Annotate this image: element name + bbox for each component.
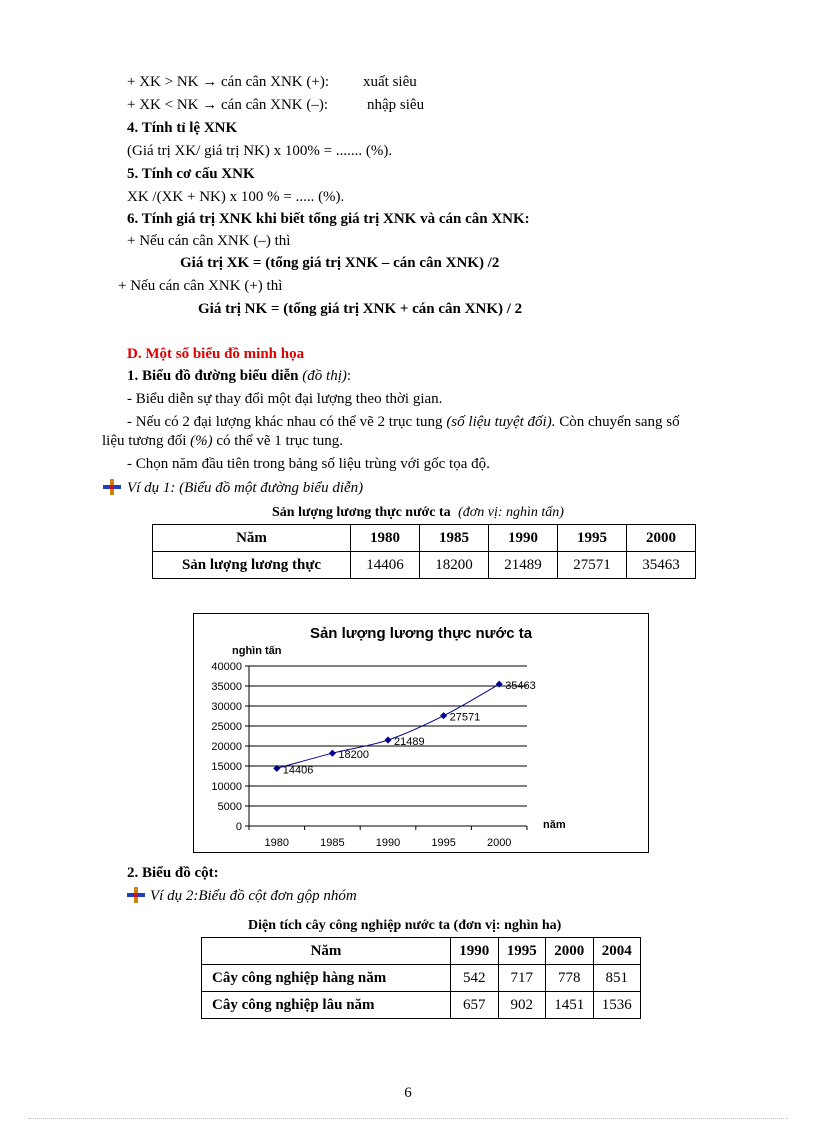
bullet-icon [127,887,145,903]
x-tick-label: 1980 [264,837,290,849]
x-tick-label: 1985 [320,837,345,849]
table-2-value: 902 [498,992,546,1019]
paragraph-2-cont [102,432,343,451]
table-1-row-label: Sản lượng lương thực [153,552,351,579]
paragraph-2 [127,413,680,432]
table-1-year: 1985 [420,525,489,552]
data-label: 21489 [394,736,425,749]
y-tick-label: 25000 [211,721,242,733]
table-2-caption: Diện tích cây công nghiệp nước ta (đơn vị: nghìn ha) [248,918,562,933]
line-chart-svg [194,614,648,852]
table-2-value: 851 [593,965,641,992]
formula-4: (Giá trị XK/ giá trị NK) x 100% = ....... (%). [127,143,393,159]
table-2-value: 1451 [546,992,594,1019]
table-2 [201,937,641,1019]
table-1-year: 1995 [558,525,627,552]
subheading-line-chart-italic: (đồ thị) [302,368,347,384]
chart-axes [211,661,527,849]
paragraph-3: - Chọn năm đầu tiên trong bảng số liệu trùng với gốc tọa độ. [127,456,490,472]
table-2-value: 778 [546,965,594,992]
table-2-year: 1990 [451,938,499,965]
table-1 [152,524,696,579]
subheading-line-chart-colon: : [346,368,352,384]
chart-series [273,680,536,776]
paragraph-2-b: (số liệu tuyệt đối). [446,414,556,430]
paragraph-2-a: - Nếu có 2 đại lượng khác nhau có thể vẽ 2 trục tung [127,414,447,430]
y-tick-label: 15000 [211,761,242,773]
table-2-year: 2000 [546,938,594,965]
y-tick-label: 0 [235,821,242,833]
section-d-heading: D. Một số biểu đồ minh họa [127,346,305,362]
heading-6: 6. Tính giá trị XNK khi biết tổng giá trị XNK và cán cân XNK: [127,211,530,227]
data-label: 35463 [505,680,536,693]
table-1-value: 27571 [558,552,627,579]
paragraph-2-c: Còn chuyển sang số [555,414,680,430]
table-1-caption-main: Sản lượng lương thực nước ta [272,505,451,520]
heading-5: 5. Tính cơ cấu XNK [127,166,255,182]
table-1-caption [272,503,564,522]
table-1-year: 1990 [489,525,558,552]
footer-divider [28,1118,788,1119]
data-point [440,712,447,719]
x-tick-label: 2000 [486,837,512,849]
chart-xlabel: năm [543,819,566,831]
table-row [202,938,641,965]
y-tick-label: 20000 [211,741,242,753]
table-row [202,965,641,992]
example-2-label: Ví dụ 2:Biểu đồ cột đơn gộp nhóm [150,888,357,904]
rule-nhap-sieu-formula: + XK < NK → cán cân XNK (–): [127,97,329,113]
rule-nhap-sieu-label: nhập siêu [367,97,425,113]
table-2-year: 2004 [593,938,641,965]
heading-4: 4. Tính tỉ lệ XNK [127,120,238,136]
formula-5: XK /(XK + NK) x 100 % = ..... (%). [127,189,345,205]
table-1-value: 18200 [420,552,489,579]
x-tick-label: 1990 [375,837,401,849]
table-1-value: 21489 [489,552,558,579]
table-row [153,552,696,579]
table-2-value: 542 [451,965,499,992]
chart-title: Sản lượng lương thực nước ta [309,625,533,642]
table-1-caption-unit: (đơn vị: nghìn tấn) [458,505,564,520]
subheading-line-chart-main: 1. Biểu đồ đường biểu diễn [127,368,303,384]
table-2-header-label: Năm [202,938,451,965]
paragraph-2-e: (%) [190,433,213,449]
table-row [153,525,696,552]
data-label: 18200 [338,749,369,762]
y-tick-label: 30000 [211,701,242,713]
table-1-value: 35463 [627,552,696,579]
data-point [384,737,391,744]
rule-xuat-sieu-formula: + XK > NK → cán cân XNK (+): [127,74,329,90]
subheading-line-chart [127,367,351,386]
chart-grid [249,666,527,806]
data-point [329,750,336,757]
table-2-value: 717 [498,965,546,992]
subheading-bar-chart: 2. Biểu đồ cột: [127,865,219,881]
table-2-row-label: Cây công nghiệp lâu năm [202,992,451,1019]
example-1-label: Ví dụ 1: (Biểu đồ một đường biểu diễn) [127,480,364,496]
bullet-icon [103,479,121,495]
formula-6a: Giá trị XK = (tổng giá trị XNK – cán cân XNK) /2 [180,255,500,271]
paragraph-2-f: có thể vẽ 1 trục tung. [212,433,344,449]
table-1-year: 1980 [351,525,420,552]
data-point [496,681,503,688]
y-tick-label: 5000 [217,801,242,813]
case-negative: + Nếu cán cân XNK (–) thì [127,233,291,249]
table-row [202,992,641,1019]
data-label: 27571 [449,711,481,724]
table-2-value: 657 [451,992,499,1019]
x-tick-label: 1995 [431,837,456,849]
line-chart [193,613,649,853]
y-tick-label: 40000 [211,661,242,673]
rule-xuat-sieu-label: xuất siêu [363,74,417,90]
table-1-year: 2000 [627,525,696,552]
table-2-row-label: Cây công nghiệp hàng năm [202,965,451,992]
table-1-header-label: Năm [153,525,351,552]
page-number: 6 [404,1085,412,1101]
case-positive: + Nếu cán cân XNK (+) thì [118,278,283,294]
chart-ylabel: nghìn tấn [232,645,282,657]
y-tick-label: 10000 [211,781,242,793]
table-2-year: 1995 [498,938,546,965]
y-tick-label: 35000 [211,681,242,693]
paragraph-2-d: liệu tương đối [102,433,191,449]
formula-6b: Giá trị NK = (tổng giá trị XNK + cán cân XNK) / 2 [198,301,523,317]
data-label: 14406 [282,764,314,777]
table-1-value: 14406 [351,552,420,579]
paragraph-1: - Biểu diễn sự thay đổi một đại lượng theo thời gian. [127,391,443,407]
table-2-value: 1536 [593,992,641,1019]
